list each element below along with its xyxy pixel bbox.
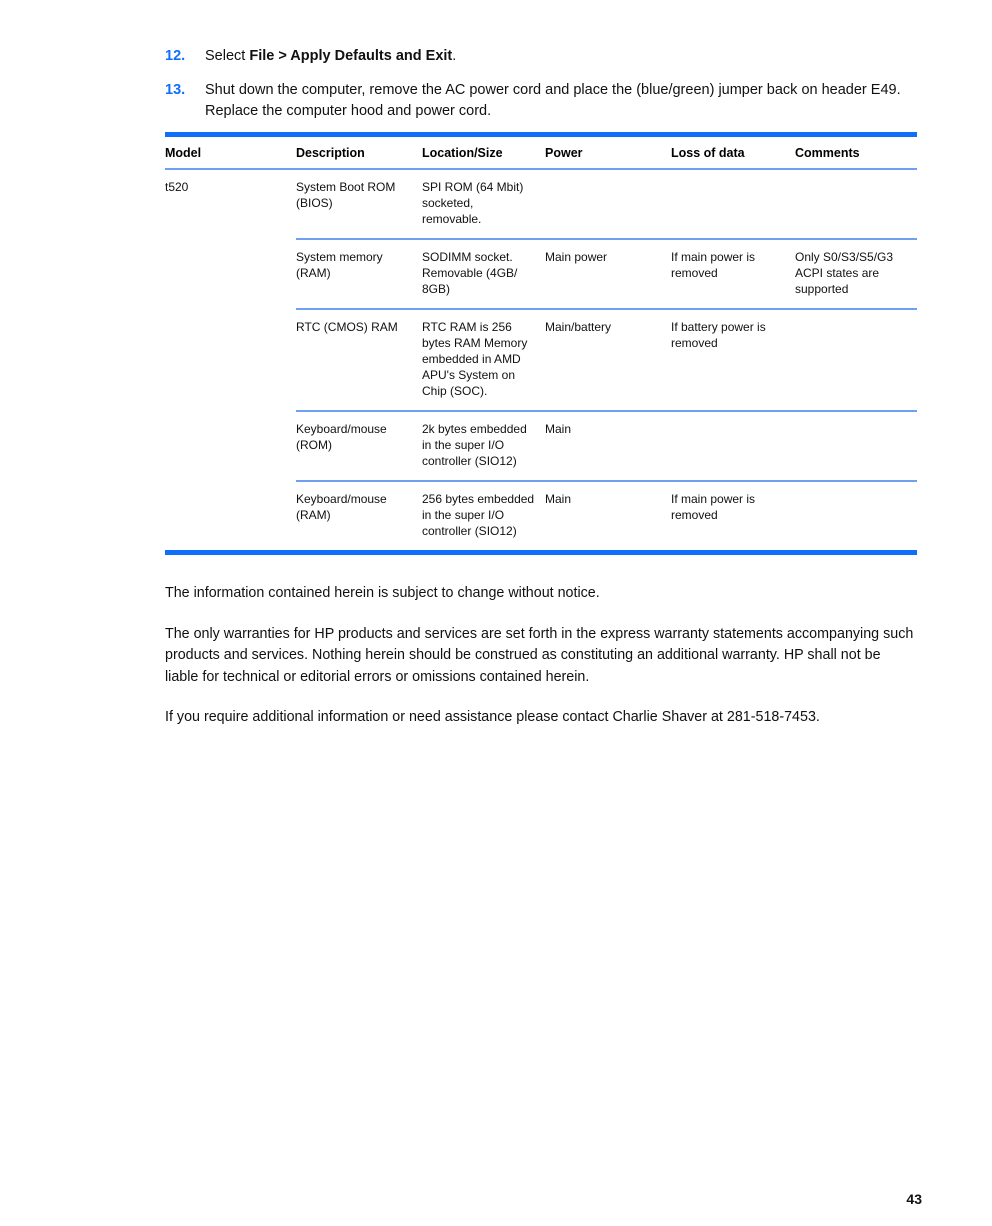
spec-table [165,137,917,168]
column-header-power: Power [545,146,583,160]
table-header-row [165,137,917,168]
step-text-plain-trail: . [452,48,457,64]
note-paragraph-change-notice: The information contained herein is subject to change without notice. [165,585,600,601]
cell-power [545,170,671,239]
step-text-emphasis: File > Apply Defaults and Exit [249,48,453,64]
cell-loss-of-data: If main power is removed [671,481,795,550]
numbered-steps-list [165,46,917,135]
cell-comments [795,170,917,239]
column-header-loss-of-data: Loss of data [671,146,745,160]
table-header [165,137,917,168]
list-item [165,80,917,123]
memory-specification-table [165,132,917,555]
cell-loss-of-data: If battery power is removed [671,309,795,411]
cell-loss-of-data [671,170,795,239]
cell-location-size: SODIMM socket. Removable (4GB/ 8GB) [422,239,545,309]
column-header-description: Description [296,146,365,160]
step-text-plain-lead: Shut down the computer, remove the AC power cord and place the (blue/green) jumper back on header E49. Replace the computer hood and power cord. [205,81,901,119]
cell-description: System Boot ROM (BIOS) [296,180,396,210]
step-text [205,46,917,68]
cell-loss-of-data [671,411,795,481]
column-header-model: Model [165,146,202,160]
note-paragraph-warranty: The only warranties for HP products and services are set forth in the express warranty statements accompanying such products and services. Nothing herein should be construed as constituting an additional warranty. HP shall not be liable for technical or editorial errors or omissions contained herein. [165,625,914,685]
cell-comments: Only S0/S3/S5/G3 ACPI states are supported [795,239,917,309]
cell-power: Main/battery [545,309,671,411]
cell-description: RTC (CMOS) RAM [296,309,422,411]
legal-notes [165,583,917,748]
cell-description: System memory (RAM) [296,239,422,309]
step-text [205,80,917,123]
page-number: 43 [906,1191,922,1207]
cell-loss-of-data: If main power is removed [671,239,795,309]
cell-power: Main [545,411,671,481]
note-paragraph-contact: If you require additional information or need assistance please contact Charlie Shaver at 281-518-7453. [165,709,820,725]
cell-comments [795,481,917,550]
cell-comments [795,309,917,411]
cell-comments [795,411,917,481]
cell-description: Keyboard/mouse (RAM) [296,481,422,550]
cell-power: Main power [545,239,671,309]
step-number: 13. [165,81,186,98]
cell-model: t520 [165,180,189,194]
list-item [165,46,917,68]
cell-location-size: 256 bytes embedded in the super I/O controller (SIO12) [422,481,545,550]
column-header-comments: Comments [795,146,860,160]
cell-location-size: SPI ROM (64 Mbit) socketed, removable. [422,180,524,226]
table-bottom-rule [165,550,917,555]
cell-power: Main [545,481,671,550]
column-header-location-size: Location/Size [422,146,503,160]
cell-description: Keyboard/mouse (ROM) [296,411,422,481]
spec-table-body [165,170,917,550]
table-row [165,170,917,239]
step-number: 12. [165,48,186,64]
cell-location-size: RTC RAM is 256 bytes RAM Memory embedded in AMD APU's System on Chip (SOC). [422,309,545,411]
cell-location-size: 2k bytes embedded in the super I/O controller (SIO12) [422,411,545,481]
step-text-plain-lead: Select [205,48,250,64]
